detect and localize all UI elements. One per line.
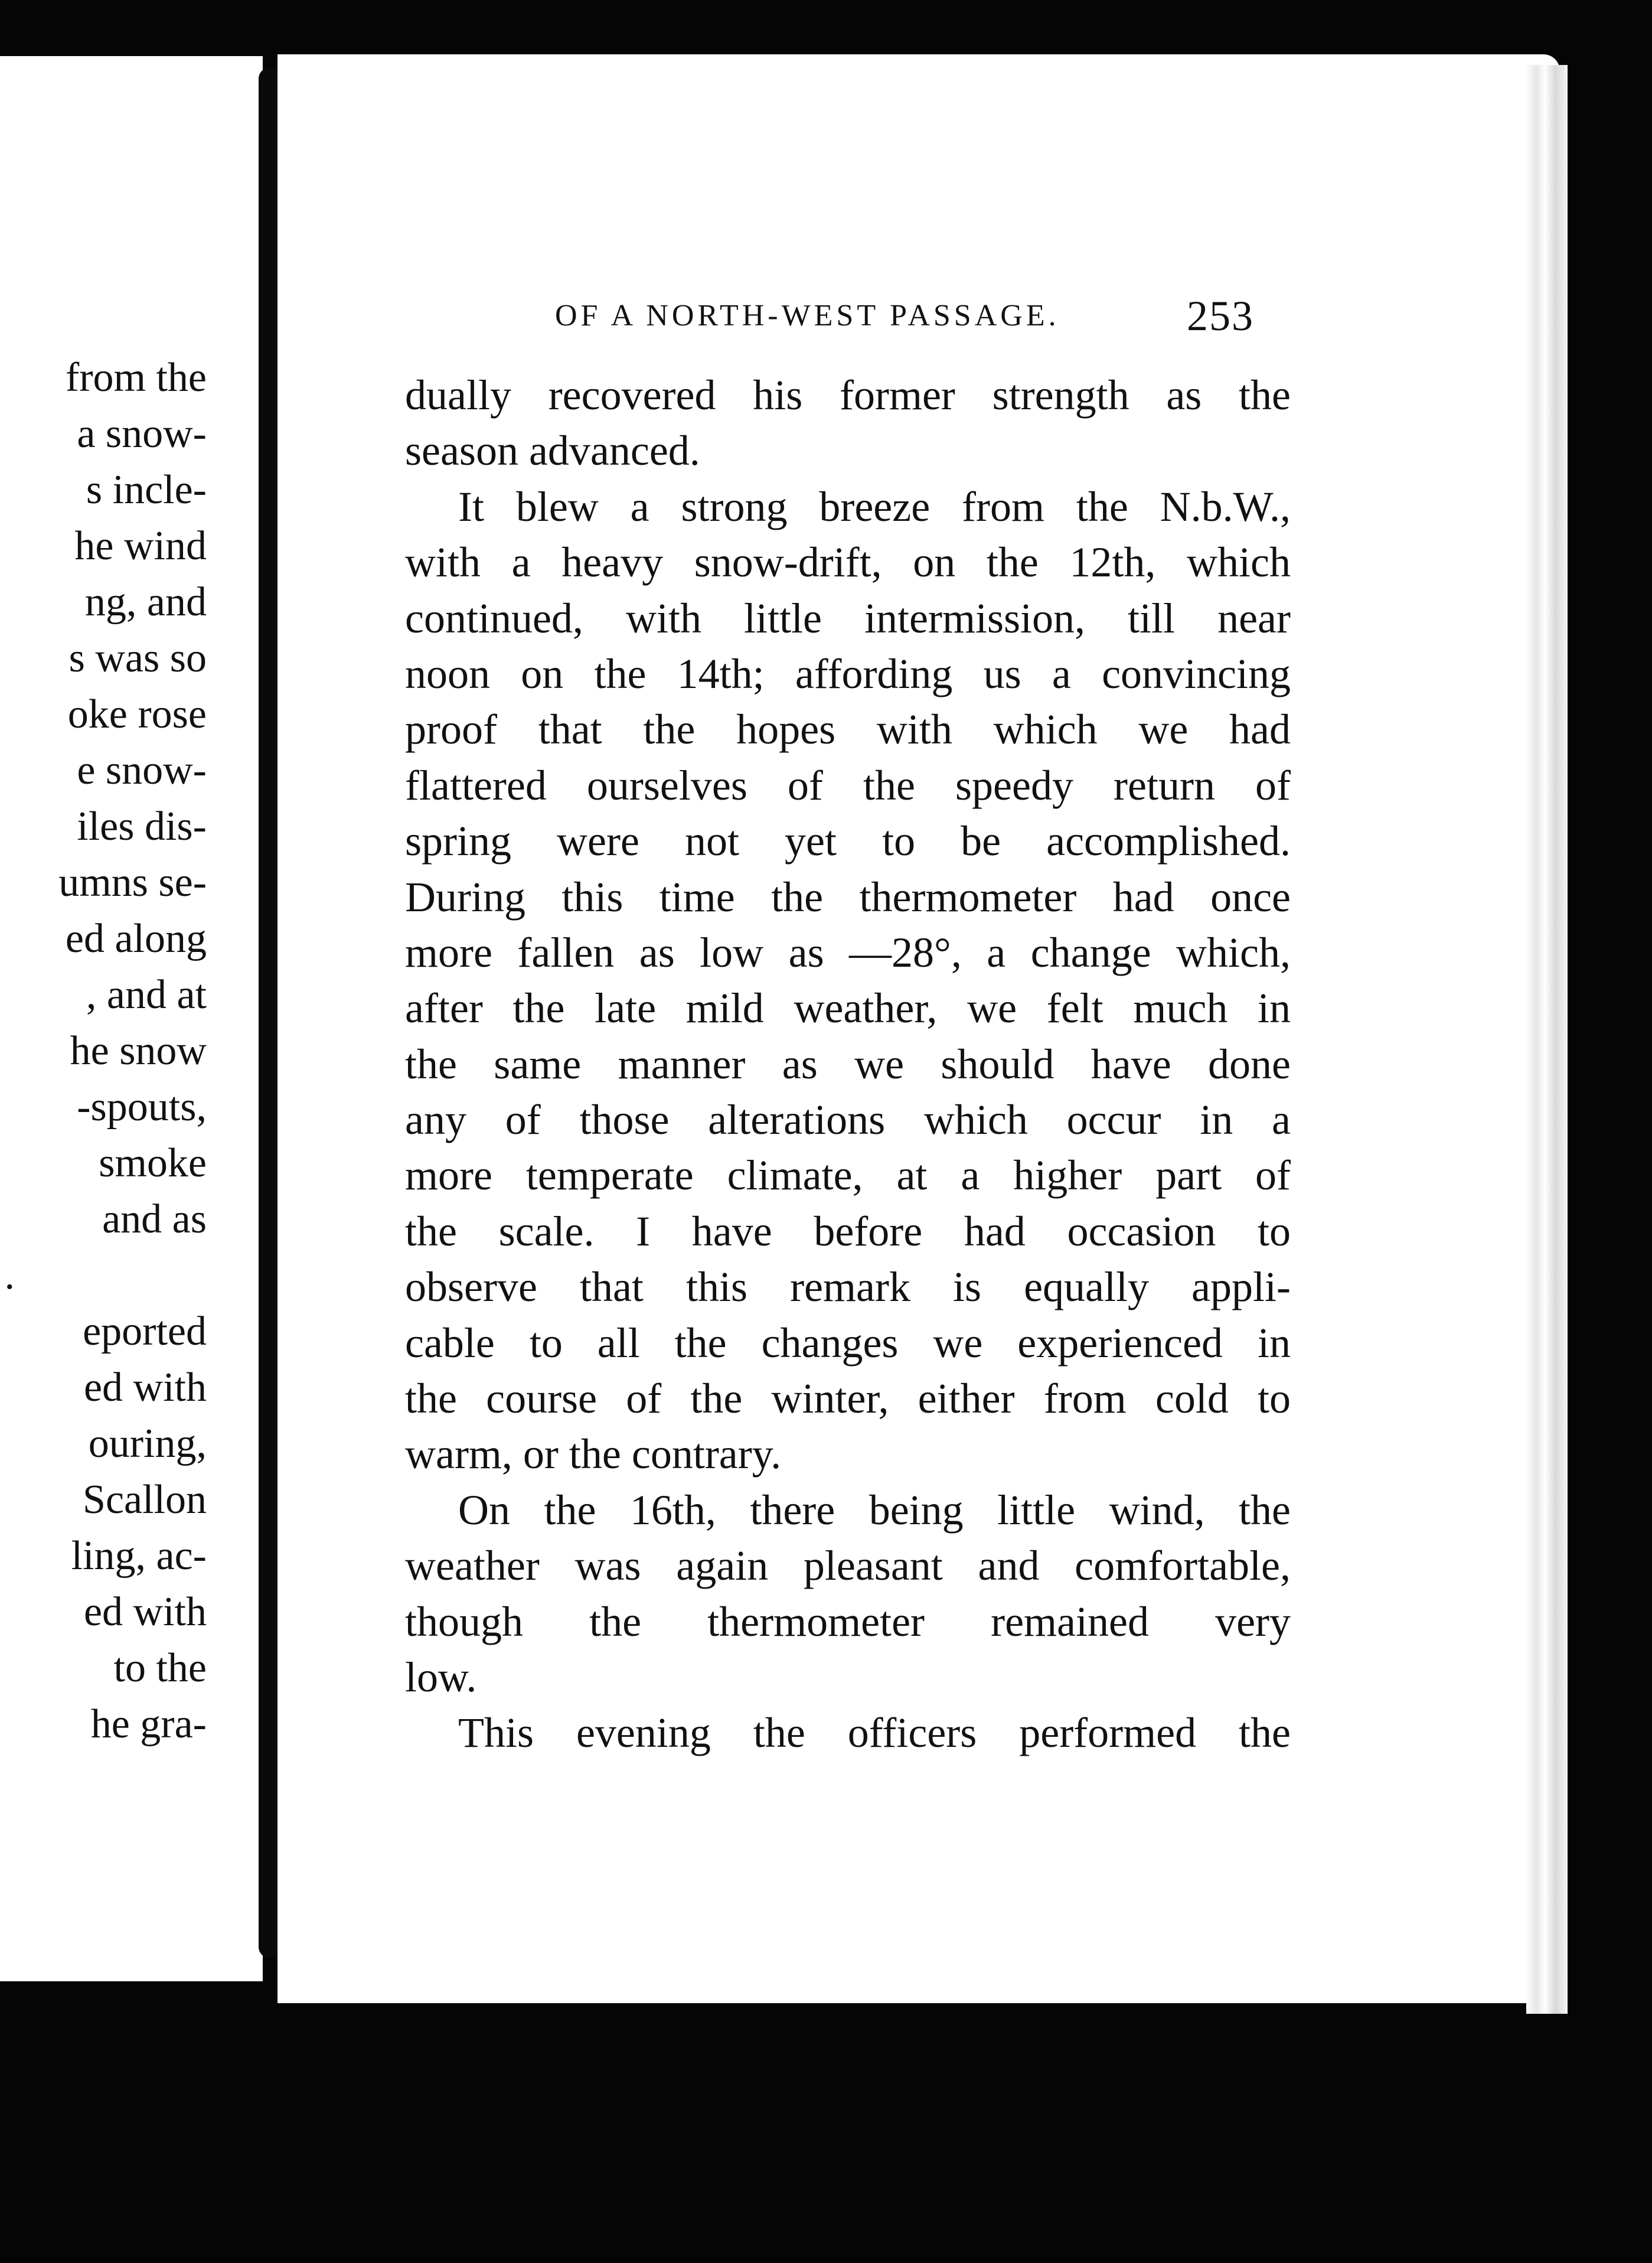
running-head: OF A NORTH-WEST PASSAGE.	[555, 299, 1060, 332]
text-line: observe that this remark is equally appli-	[405, 1263, 1291, 1311]
left-page-line: iles dis-	[77, 804, 207, 849]
text-line: with a heavy snow-drift, on the 12th, which	[405, 539, 1291, 586]
page-body-text	[405, 367, 1291, 1761]
text-line: It blew a strong breeze from the N.b.W.,	[458, 482, 1291, 530]
left-page-line: ouring,	[88, 1421, 207, 1466]
left-page-line: to the	[113, 1645, 207, 1691]
left-page-line: oke rose	[67, 692, 207, 737]
left-page-line: ed with	[83, 1589, 207, 1635]
left-page-line: eported	[83, 1309, 207, 1354]
page-fore-edge	[1526, 65, 1568, 2014]
text-line: the scale. I have before had occasion to	[405, 1207, 1291, 1255]
left-page-line: a snow-	[77, 411, 207, 456]
text-line: cable to all the changes we experienced in	[405, 1319, 1291, 1367]
left-page-line: , and at	[86, 972, 207, 1018]
left-page-line: he snow	[70, 1028, 207, 1074]
text-line: any of those alterations which occur in a	[405, 1096, 1291, 1144]
text-line: dually recovered his former strength as the	[405, 371, 1291, 419]
text-line: spring were not yet to be accomplished.	[405, 817, 1291, 865]
left-page-line: Scallon	[83, 1477, 207, 1522]
text-line: flattered ourselves of the speedy return of	[405, 761, 1291, 809]
left-page	[0, 56, 263, 1981]
left-page-line: ng, and	[84, 579, 207, 625]
text-line: low.	[405, 1653, 477, 1701]
left-page-line: from the	[65, 355, 207, 400]
text-line: season advanced.	[405, 427, 700, 475]
left-page-line: he wind	[74, 523, 207, 569]
left-page-line: s was so	[68, 635, 207, 681]
left-page-line: smoke	[99, 1140, 207, 1186]
text-line: though the thermometer remained very	[405, 1597, 1291, 1645]
text-line: weather was again pleasant and comfortable,	[405, 1542, 1291, 1590]
text-line: noon on the 14th; affording us a convincing	[405, 650, 1291, 697]
left-page-line: ed with	[83, 1365, 207, 1410]
left-page-line: e snow-	[77, 748, 207, 793]
left-page-line: and as	[102, 1196, 207, 1242]
text-line: more fallen as low as —28°, a change which,	[405, 928, 1291, 976]
left-page-line: ed along	[65, 916, 207, 961]
text-line: the same manner as we should have done	[405, 1040, 1291, 1088]
text-line: During this time the thermometer had once	[405, 873, 1291, 921]
text-line: more temperate climate, at a higher part of	[405, 1152, 1291, 1199]
text-line: On the 16th, there being little wind, the	[458, 1486, 1291, 1534]
left-page-line: -spouts,	[77, 1084, 207, 1130]
text-line: This evening the officers performed the	[458, 1709, 1291, 1757]
text-line: the course of the winter, either from cold to	[405, 1375, 1291, 1423]
left-page-line: umns se-	[58, 860, 207, 905]
left-page-line: ling, ac-	[71, 1533, 207, 1579]
text-line: continued, with little intermission, till near	[405, 594, 1291, 642]
left-page-line: s incle-	[86, 467, 207, 513]
left-page-line: he gra-	[90, 1701, 207, 1747]
text-line: after the late mild weather, we felt much in	[405, 984, 1291, 1032]
left-page-line: .	[4, 1253, 15, 1298]
text-line: proof that the hopes with which we had	[405, 706, 1291, 754]
text-line: warm, or the contrary.	[405, 1430, 782, 1478]
page-number: 253	[1187, 292, 1254, 340]
